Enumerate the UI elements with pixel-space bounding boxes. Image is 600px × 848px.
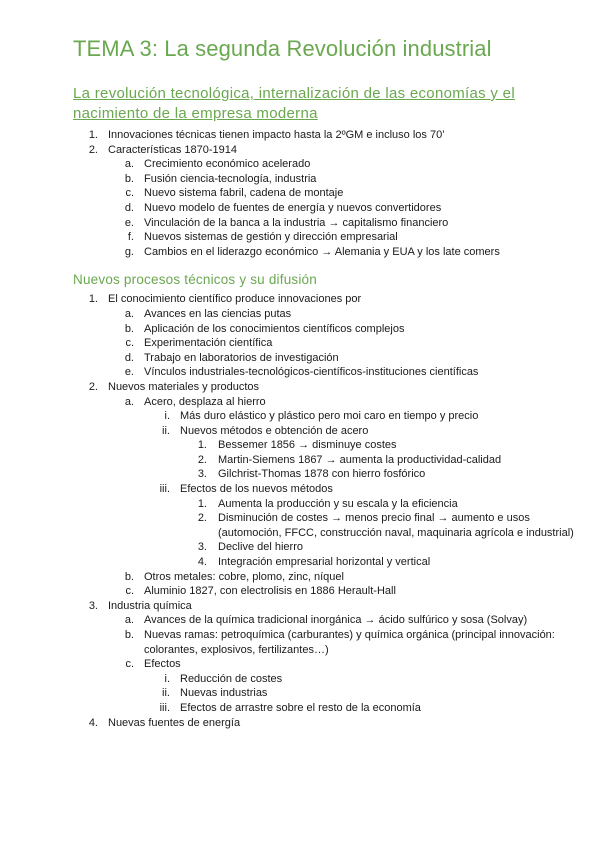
- list-item: [73, 128, 580, 143]
- list-item: [73, 230, 580, 245]
- list-marker: 3.: [88, 599, 98, 612]
- list-marker: b.: [124, 322, 134, 335]
- list-item: [73, 307, 580, 322]
- energy-list: [73, 716, 580, 731]
- chemistry-effects-list: [73, 672, 580, 716]
- list-item: [73, 657, 580, 672]
- list-item: [73, 424, 580, 439]
- list-item: [73, 584, 580, 599]
- list-marker: 2.: [197, 512, 207, 525]
- list-item-text: Crecimiento económico acelerado: [144, 158, 311, 171]
- list-marker: b.: [124, 629, 134, 641]
- list-item-text: Avances en las ciencias putas: [144, 307, 292, 320]
- list-marker: a.: [124, 614, 134, 627]
- list-marker: c.: [125, 658, 134, 671]
- list-item: [73, 143, 580, 158]
- list-marker: ii.: [162, 687, 170, 700]
- list-item: [73, 172, 580, 187]
- list-item: [73, 686, 580, 701]
- list-item-text: Fusión ciencia-tecnología, industria: [144, 172, 317, 185]
- list-item: [73, 336, 580, 351]
- list-item: [73, 540, 580, 555]
- list-item-text: Nuevos materiales y productos: [108, 380, 260, 393]
- list-item: [73, 322, 580, 337]
- list-item: [73, 453, 580, 468]
- list-marker: i.: [164, 672, 170, 685]
- list-marker: a.: [124, 158, 134, 171]
- list-marker: iii.: [159, 701, 170, 714]
- section2-list: [73, 292, 580, 307]
- list-marker: e.: [124, 366, 134, 379]
- effects-list: [73, 497, 580, 570]
- list-item-text: Aluminio 1827, con electrolisis en 1886 Herault-Hall: [144, 585, 396, 598]
- list-item-text: Aumenta la producción y su escala y la eficiencia: [218, 497, 458, 510]
- list-marker: 1.: [88, 129, 98, 141]
- list-item-text: Características 1870-1914: [108, 143, 238, 156]
- list-item-text: Industria química: [108, 599, 192, 612]
- list-item-text: Avances de la química tradicional inorgánica → ácido sulfúrico y sosa (Solvay): [144, 614, 528, 627]
- list-item: [73, 716, 580, 731]
- list-item: [73, 292, 580, 307]
- list-item: [73, 186, 580, 201]
- list-item: [73, 672, 580, 687]
- list-item-text: Vinculación de la banca a la industria → capitalismo financiero: [144, 216, 449, 229]
- list-item: [73, 511, 580, 540]
- list-item-text: Gilchrist-Thomas 1878 con hierro fosfórico: [218, 468, 426, 481]
- list-marker: a.: [124, 395, 134, 408]
- list-item-text: Aplicación de los conocimientos científicos complejos: [144, 322, 405, 335]
- list-marker: f.: [127, 231, 134, 244]
- list-item-text: Efectos: [144, 658, 181, 671]
- list-item-text: Bessemer 1856 → disminuye costes: [218, 439, 397, 452]
- steel-sub-list: [73, 409, 580, 438]
- list-item: [73, 599, 580, 614]
- list-marker: 2.: [197, 453, 207, 466]
- list-item-text: Cambios en el liderazgo económico → Alemania y EUA y los late comers: [144, 245, 500, 258]
- chemistry-list: [73, 599, 580, 614]
- chemistry-sub-list: [73, 613, 580, 671]
- list-marker: 4.: [197, 556, 207, 569]
- steel-sub-list-2: [73, 482, 580, 497]
- page-title: TEMA 3: La segunda Revolución industrial: [73, 36, 492, 61]
- list-item: [73, 409, 580, 424]
- section-heading-revolucion: La revolución tecnológica, internalización de las economías y el nacimiento de la empresa moderna: [73, 85, 515, 122]
- list-item-text: Acero, desplaza al hierro: [144, 395, 266, 408]
- list-marker: 3.: [197, 541, 207, 554]
- list-marker: b.: [124, 570, 134, 583]
- list-marker: 4.: [88, 716, 98, 729]
- list-marker: d.: [124, 351, 134, 364]
- list-item: [73, 628, 580, 657]
- list-item-text: Trabajo en laboratorios de investigación: [144, 351, 339, 364]
- list-item: [73, 395, 580, 410]
- list-item: [73, 380, 580, 395]
- list-item: [73, 497, 580, 512]
- list-marker: c.: [125, 585, 134, 598]
- list-marker: 1.: [197, 497, 207, 510]
- list-item-text: Nuevos métodos e obtención de acero: [180, 424, 369, 437]
- list-marker: 2.: [88, 380, 98, 393]
- list-item: [73, 216, 580, 231]
- list-item: [73, 365, 580, 380]
- list-item: [73, 555, 580, 570]
- section1-list: [73, 128, 580, 157]
- list-item-text: Más duro elástico y plástico pero moi caro en tiempo y precio: [180, 410, 479, 423]
- list-marker: 2.: [88, 143, 98, 156]
- list-marker: i.: [164, 410, 170, 423]
- list-item-text: Vínculos industriales-tecnológicos-científicos-instituciones científicas: [144, 366, 479, 379]
- list-item: [73, 245, 580, 260]
- list-item-text: Efectos de los nuevos métodos: [180, 483, 333, 496]
- list-item-text: Innovaciones técnicas tienen impacto hasta la 2ºGM e incluso los 70’: [108, 129, 445, 141]
- list-marker: e.: [124, 216, 134, 229]
- list-item-text: Martin-Siemens 1867 → aumenta la productividad-calidad: [218, 453, 502, 466]
- list-item-text: Nuevo sistema fabril, cadena de montaje: [144, 187, 344, 200]
- list-item-text: Declive del hierro: [218, 541, 303, 554]
- list-item: [73, 467, 580, 482]
- list-item: [73, 351, 580, 366]
- list-item: [73, 157, 580, 172]
- list-item-text: Integración empresarial horizontal y vertical: [218, 556, 431, 569]
- list-item-text: Nuevos sistemas de gestión y dirección empresarial: [144, 231, 398, 244]
- characteristics-list: [73, 157, 580, 259]
- methods-list: [73, 438, 580, 482]
- list-item: [73, 570, 580, 585]
- list-item-text: Efectos de arrastre sobre el resto de la economía: [180, 701, 421, 714]
- list-item: [73, 701, 580, 716]
- list-item: [73, 201, 580, 216]
- list-marker: g.: [124, 245, 134, 258]
- list-item: [73, 613, 580, 628]
- list-item-text: Nuevas ramas: petroquímica (carburantes) y química orgánica (principal innovación: colorantes, explosivos, fertilizantes…): [144, 629, 555, 656]
- list-marker: 1.: [197, 439, 207, 452]
- steel-list: [73, 395, 580, 410]
- list-item-text: Nuevas fuentes de energía: [108, 716, 241, 729]
- list-marker: c.: [125, 187, 134, 200]
- list-marker: iii.: [159, 483, 170, 496]
- list-item-text: Experimentación científica: [144, 337, 273, 350]
- knowledge-list: [73, 307, 580, 380]
- list-marker: 1.: [88, 293, 98, 306]
- list-item-text: Otros metales: cobre, plomo, zinc, níquel: [144, 570, 344, 583]
- materials-list: [73, 380, 580, 395]
- list-marker: ii.: [162, 424, 170, 437]
- list-marker: 3.: [197, 468, 207, 481]
- list-marker: c.: [125, 337, 134, 350]
- list-item-text: Reducción de costes: [180, 672, 283, 685]
- list-marker: d.: [124, 201, 134, 214]
- list-item: [73, 438, 580, 453]
- list-marker: b.: [124, 172, 134, 185]
- list-marker: a.: [124, 307, 134, 320]
- section-heading-procesos: Nuevos procesos técnicos y su difusión: [73, 272, 317, 288]
- list-item: [73, 482, 580, 497]
- list-item-text: Disminución de costes → menos precio final → aumento e usos (automoción, FFCC, construcción naval, maquinaria agrícola e industrial): [218, 512, 574, 539]
- list-item-text: Nuevo modelo de fuentes de energía y nuevos convertidores: [144, 201, 442, 214]
- list-item-text: Nuevas industrias: [180, 687, 268, 700]
- list-item-text: El conocimiento científico produce innovaciones por: [108, 293, 362, 306]
- metals-list: [73, 570, 580, 599]
